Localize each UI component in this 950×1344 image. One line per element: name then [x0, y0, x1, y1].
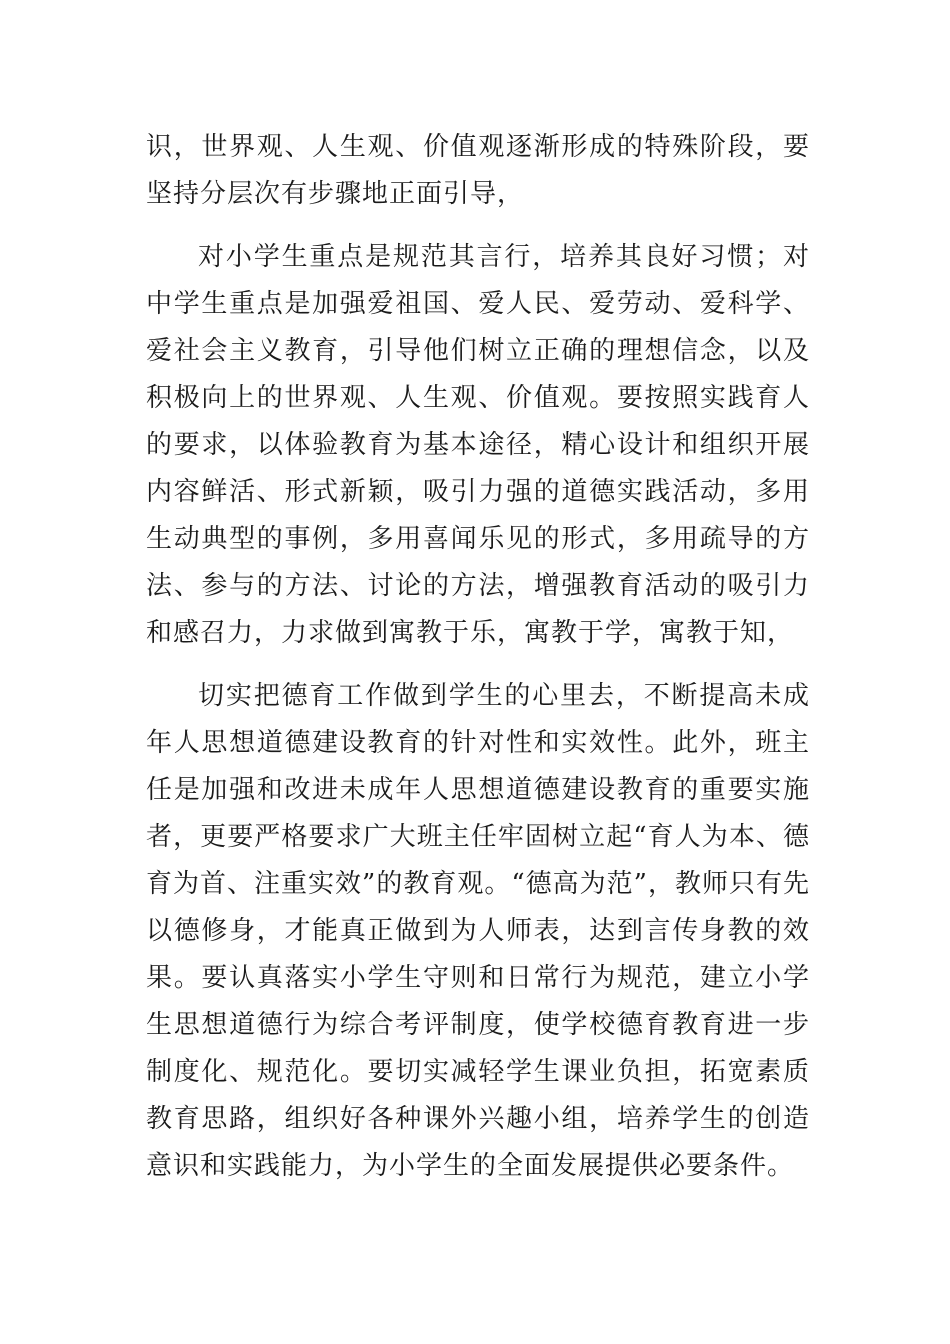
paragraph-moral-education: 切实把德育工作做到学生的心里去，不断提高未成年人思想道德建设教育的针对性和实效性。此外，班主任是加强和改进未成年人思想道德建设教育的重要实施者，更要严格要求广大班主任牢固树立起“育人为本、德育为首、注重实效”的教育观。“德高为范”，教师只有先以德修身，才能真正做到为人师表，达到言传身教的效果。要认真落实小学生守则和日常行为规范，建立小学生思想道德行为综合考评制度，使学校德育教育进一步制度化、规范化。要切实减轻学生课业负担，拓宽素质教育思路，组织好各种课外兴趣小组，培养学生的创造意识和实践能力，为小学生的全面发展提供必要条件。 [146, 681, 810, 1181]
paragraph-continuation: 识，世界观、人生观、价值观逐渐形成的特殊阶段，要坚持分层次有步骤地正面引导， [146, 132, 810, 209]
document-body [146, 124, 810, 1190]
paragraph-student-guidance: 对小学生重点是规范其言行，培养其良好习惯；对中学生重点是加强爱祖国、爱人民、爱劳动、爱科学、爱社会主义教育，引导他们树立正确的理想信念，以及积极向上的世界观、人生观、价值观。要按照实践育人的要求，以体验教育为基本途径，精心设计和组织开展内容鲜活、形式新颖，吸引力强的道德实践活动，多用生动典型的事例，多用喜闻乐见的形式，多用疏导的方法、参与的方法、讨论的方法，增强教育活动的吸引力和感召力，力求做到寓教于乐，寓教于学，寓教于知， [146, 242, 810, 648]
